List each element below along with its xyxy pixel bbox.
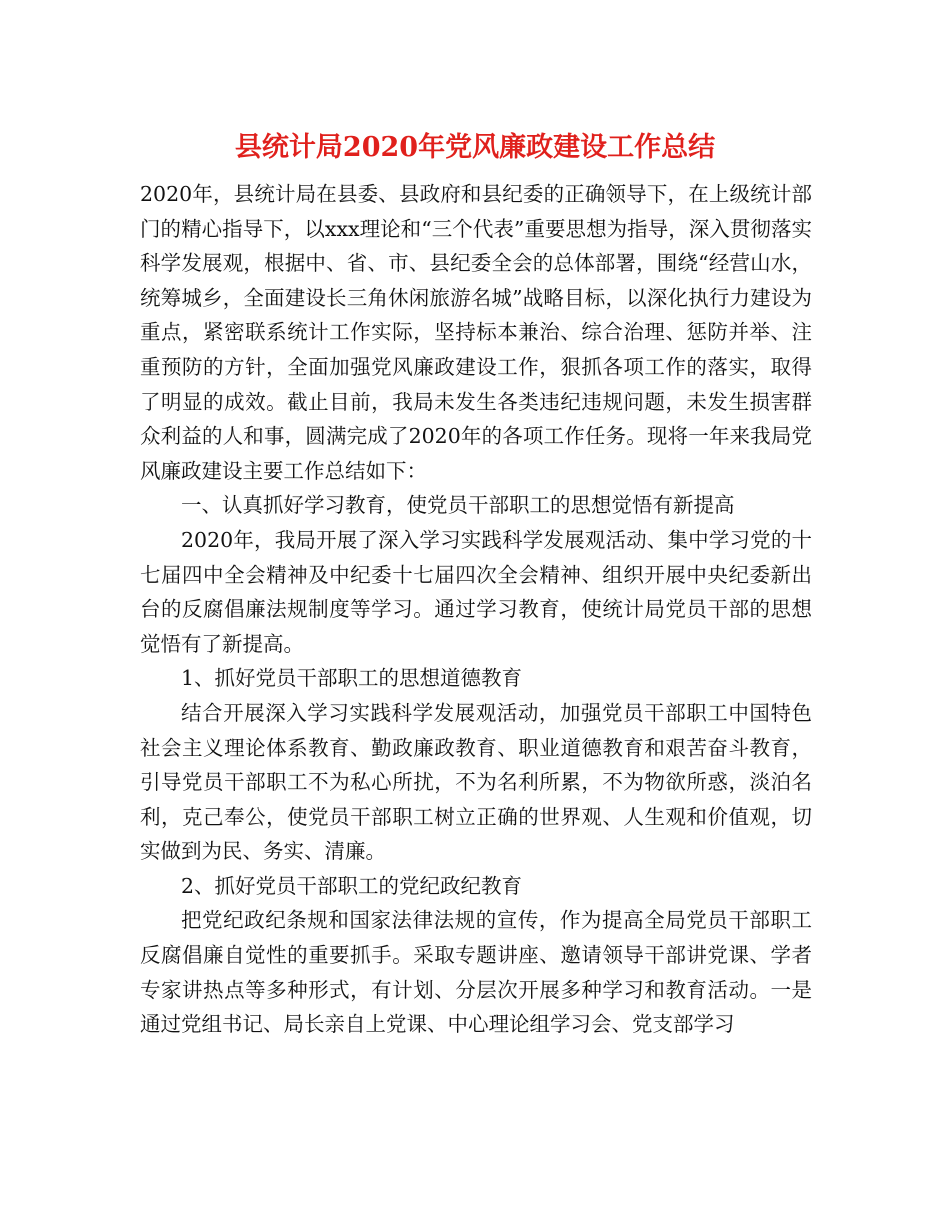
document-title: 县统计局2020年党风廉政建设工作总结 [234,132,716,163]
subsection-2-paragraph: 把党纪政纪条规和国家法律法规的宣传，作为提高全局党员干部职工反腐倡廉自觉性的重要抓手。采取专题讲座、邀请领导干部讲党课、学者专家讲热点等多种形式，有计划、分层次开展多种学习和教育活动。一是通过党组书记、局长亲自上党课、中心理论组学习会、党支部学习 [140,908,812,1037]
subsection-1-paragraph: 结合开展深入学习实践科学发展观活动，加强党员干部职工中国特色社会主义理论体系教育、勤政廉政教育、职业道德教育和艰苦奋斗教育，引导党员干部职工不为私心所扰，不为名利所累，不为物欲所惑，淡泊名利，克己奉公，使党员干部职工树立正确的世界观、人生观和价值观，切实做到为民、务实、清廉。 [140,700,812,864]
subsection-heading-2: 2、抓好党员干部职工的党纪政纪教育 [181,873,523,898]
subsection-heading-1: 1、抓好党员干部职工的思想道德教育 [181,666,523,691]
section-1-paragraph: 2020年，我局开展了深入学习实践科学发展观活动、集中学习党的十七届四中全会精神及中纪委十七届四次全会精神、组织开展中央纪委新出台的反腐倡廉法规制度等学习。通过学习教育，使统计局党员干部的思想觉悟有了新提高。 [140,527,812,656]
document-body [140,177,812,1042]
intro-paragraph: 2020年，县统计局在县委、县政府和县纪委的正确领导下，在上级统计部门的精心指导下，以xxx理论和“三个代表”重要思想为指导，深入贯彻落实科学发展观，根据中、省、市、县纪委全会的总体部署，围绕“经营山水，统筹城乡，全面建设长三角休闲旅游名城”战略目标，以深化执行力建设为重点，紧密联系统计工作实际，坚持标本兼治、综合治理、惩防并举、注重预防的方针，全面加强党风廉政建设工作，狠抓各项工作的落实，取得了明显的成效。截止目前，我局未发生各类违纪违规问题，未发生损害群众利益的人和事，圆满完成了2020年的各项工作任务。现将一年来我局党风廉政建设主要工作总结如下： [140,182,812,483]
section-heading-1: 一、认真抓好学习教育，使党员干部职工的思想觉悟有新提高 [181,493,735,518]
